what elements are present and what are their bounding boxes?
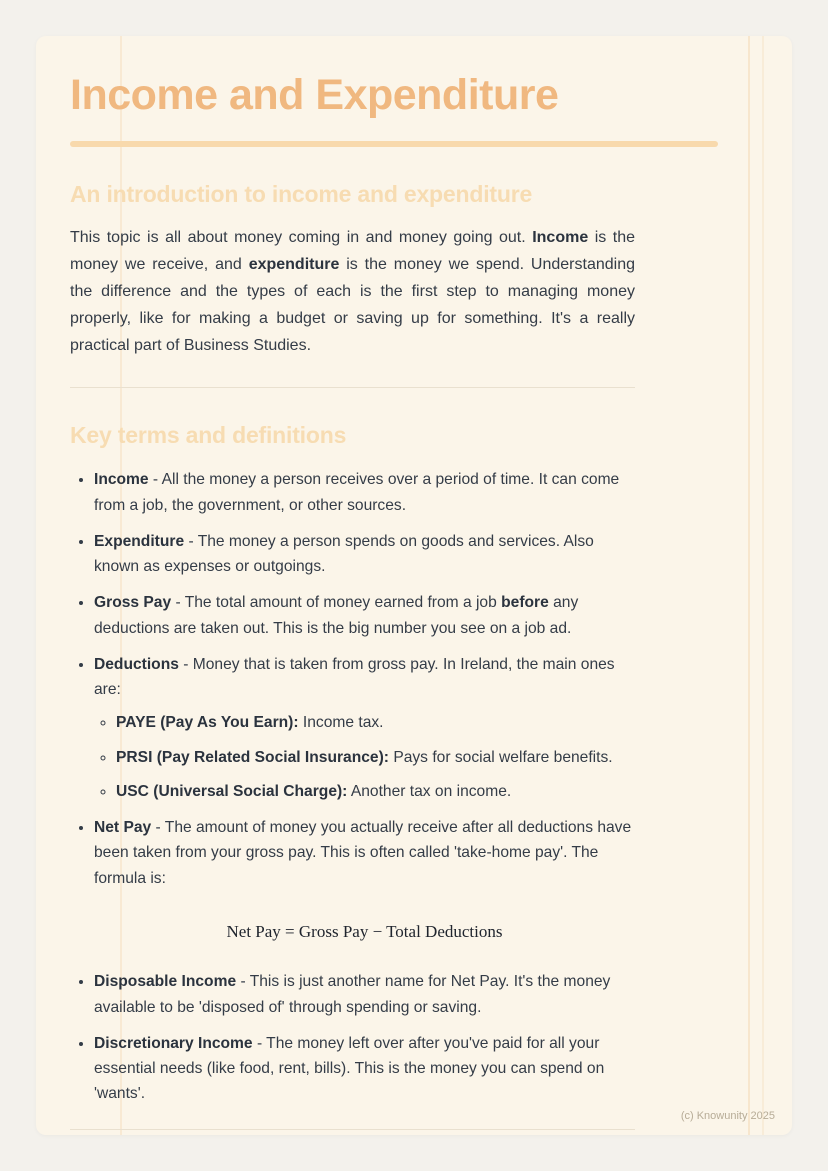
list-item-net-pay xyxy=(94,815,635,945)
list-item-income: • Income - All the money a person receives over a period of time. It can come from a job, the government, or other sources. xyxy=(94,467,635,518)
section-divider xyxy=(70,387,635,388)
section-heading-intro: An introduction to income and expenditure xyxy=(70,181,533,208)
intro-paragraph: This topic is all about money coming in and money going out. Income is the money we receive, and expenditure is the money we spend. Understanding the difference and the types of each is the first step to managing money properly, like for making a budget or saving up for something. It's a really practical part of Business Studies. xyxy=(70,229,636,355)
list-item-gross-pay: • Gross Pay - The total amount of money earned from a job before any deductions are taken out. This is the big number you see on a job ad. xyxy=(94,590,635,641)
deductions-sublist xyxy=(94,710,635,804)
key-terms-list xyxy=(70,467,635,1106)
copyright-footer: (c) Knowunity 2025 xyxy=(680,1110,775,1122)
document-content xyxy=(36,36,756,1130)
list-item-deductions-text: Deductions - Money that is taken from gross pay. In Ireland, the main ones are: xyxy=(94,655,615,699)
list-item-discretionary-income: • Discretionary Income - The money left over after you've paid for all your essential needs (like food, rent, bills). This is the money you can spend on 'wants'. xyxy=(94,1031,635,1107)
document-card xyxy=(36,36,792,1135)
section-heading-key-terms: Key terms and definitions xyxy=(70,422,347,449)
sub-list-item-prsi: ◦ PRSI (Pay Related Social Insurance): Pays for social welfare benefits. xyxy=(116,745,635,770)
list-item-expenditure: • Expenditure - The money a person spends on goods and services. Also known as expenses or outgoings. xyxy=(94,529,635,580)
sub-list-item-usc: ◦ USC (Universal Social Charge): Another tax on income. xyxy=(116,779,635,804)
list-item-deductions xyxy=(94,652,635,804)
sub-list-item-paye: ◦ PAYE (Pay As You Earn): Income tax. xyxy=(116,710,635,735)
page-title: Income and Expenditure xyxy=(70,71,559,119)
title-underline xyxy=(70,141,718,147)
bottom-divider xyxy=(70,1129,635,1130)
list-item-disposable-income: • Disposable Income - This is just another name for Net Pay. It's the money available to be 'disposed of' through spending or saving. xyxy=(94,969,635,1020)
list-item-net-pay-text: Net Pay - The amount of money you actually receive after all deductions have been taken from your gross pay. This is often called 'take-home pay'. The formula is: xyxy=(94,819,632,887)
net-pay-formula: Net Pay = Gross Pay − Total Deductions xyxy=(226,921,503,941)
notebook-margin-line-right-2 xyxy=(762,36,764,1135)
